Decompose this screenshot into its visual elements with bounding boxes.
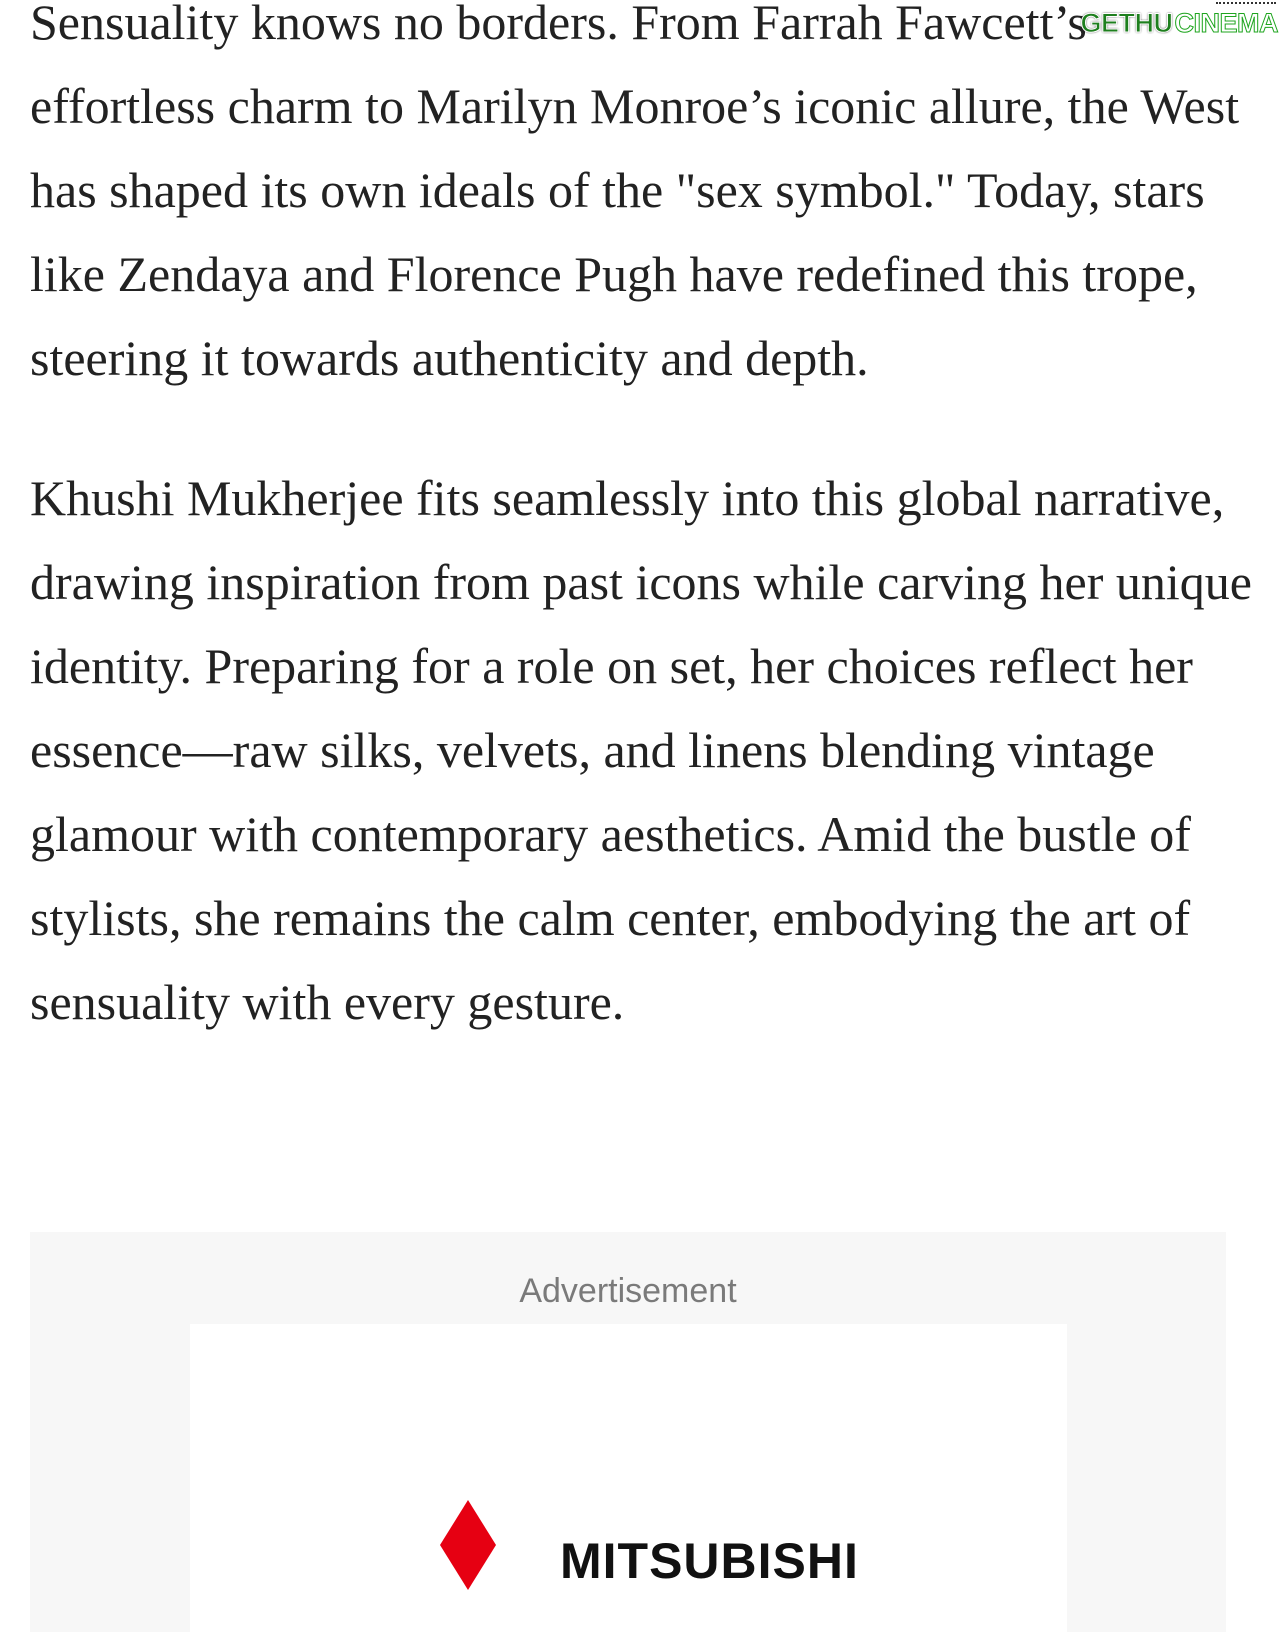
advertisement-container (30, 1232, 1226, 1632)
mitsubishi-diamond-logo-icon (438, 1500, 498, 1590)
watermark-text-part1: GETHU (1080, 7, 1173, 38)
article-body (30, 0, 1260, 1044)
article-paragraph-1: Sensuality knows no borders. From Farrah Fawcett’s effortless charm to Marilyn Monroe’s iconic allure, the West has shaped its own ideals of the "sex symbol." Today, stars like Zendaya and Florence Pugh have redefined this trope, steering it towards authenticity and depth. (30, 0, 1240, 386)
article-paragraph-2: Khushi Mukherjee fits seamlessly into this global narrative, drawing inspiration from past icons while carving her unique identity. Preparing for a role on set, her choices reflect her essence—raw silks, velvets, and linens blending vintage glamour with contemporary aesthetics. Amid the bustle of stylists, she remains the calm center, embodying the art of sensuality with every gesture. (30, 470, 1252, 1030)
gethu-cinema-watermark (1080, 0, 1284, 46)
film-strip-icon (1216, 2, 1276, 12)
watermark-text-part2: CINEMA (1174, 7, 1278, 38)
ad-brand-name: MITSUBISHI (560, 1533, 859, 1589)
ad-creative[interactable] (190, 1324, 1067, 1644)
advertisement-label: Advertisement (519, 1272, 737, 1310)
